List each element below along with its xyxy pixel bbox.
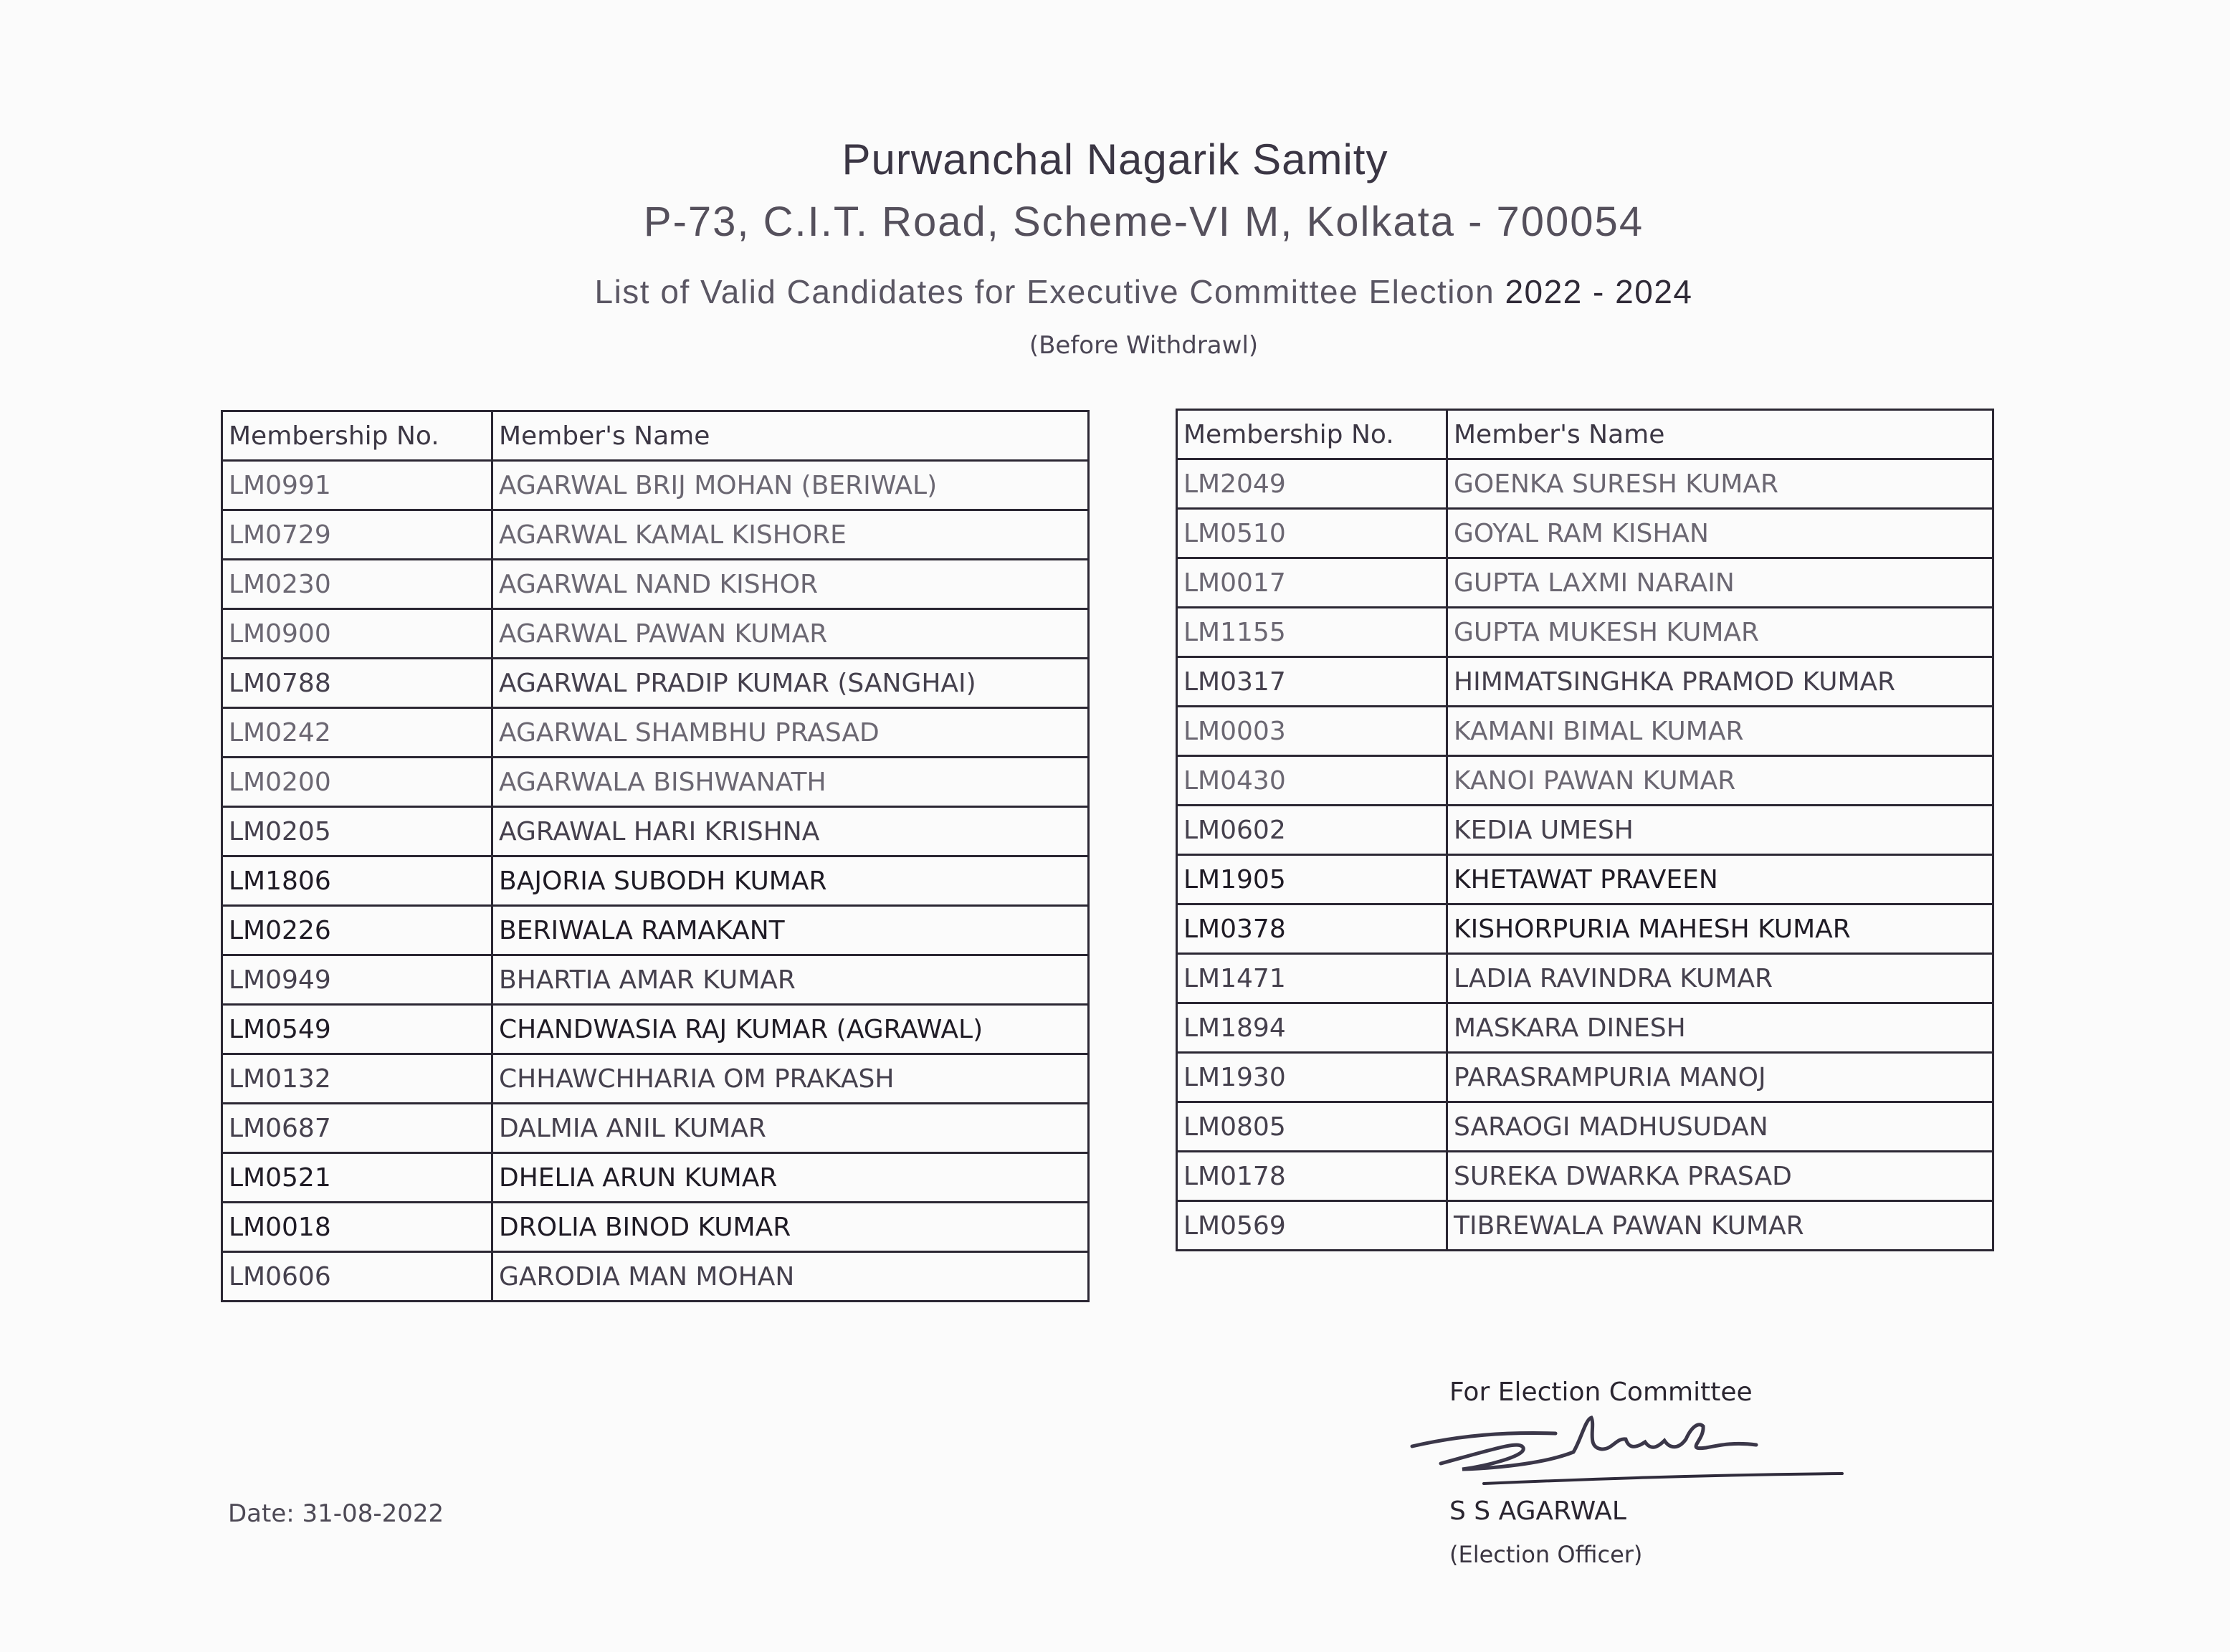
table-row [222,510,1089,560]
member-name-cell: KAMANI BIMAL KUMAR [1447,707,1993,756]
membership-no-cell: LM0805 [1177,1102,1447,1152]
membership-no-cell: LM0242 [222,708,492,758]
document-title-text: List of Valid Candidates for Executive Committee Election [594,273,1505,310]
table-row [222,1203,1089,1252]
membership-no-cell: LM0226 [222,906,492,955]
membership-no-cell: LM0606 [222,1252,492,1302]
table-row [1177,1201,1993,1251]
membership-no-cell: LM0729 [222,510,492,560]
membership-no-cell: LM2049 [1177,459,1447,509]
membership-no-cell: LM0200 [222,758,492,807]
table-header-row [222,411,1089,461]
member-name-cell: AGARWAL KAMAL KISHORE [492,510,1089,560]
membership-no-cell: LM0018 [222,1203,492,1252]
member-name-cell: LADIA RAVINDRA KUMAR [1447,954,1993,1003]
membership-no-cell: LM0569 [1177,1201,1447,1251]
table-row [222,1054,1089,1104]
table-header-row [1177,410,1993,459]
membership-no-cell: LM0549 [222,1005,492,1054]
document-title [29,272,2230,311]
table-row [1177,855,1993,904]
membership-no-cell: LM0017 [1177,558,1447,608]
table-row [222,856,1089,906]
membership-no-cell: LM0178 [1177,1152,1447,1201]
member-name-cell: KANOI PAWAN KUMAR [1447,756,1993,806]
member-name-cell: GOYAL RAM KISHAN [1447,509,1993,558]
member-name-cell: KHETAWAT PRAVEEN [1447,855,1993,904]
signature-icon [1398,1398,1857,1491]
table-row [1177,1003,1993,1053]
member-name-cell: BHARTIA AMAR KUMAR [492,955,1089,1005]
member-name-cell: AGARWAL SHAMBHU PRASAD [492,708,1089,758]
document-date: Date: 31-08-2022 [228,1499,444,1528]
membership-no-cell: LM1806 [222,856,492,906]
membership-no-cell: LM0003 [1177,707,1447,756]
member-name-cell: AGARWAL NAND KISHOR [492,560,1089,609]
member-name-cell: GOENKA SURESH KUMAR [1447,459,1993,509]
member-name-cell: KISHORPURIA MAHESH KUMAR [1447,904,1993,954]
member-name-cell: HIMMATSINGHKA PRAMOD KUMAR [1447,657,1993,707]
membership-no-cell: LM1905 [1177,855,1447,904]
membership-no-header: Membership No. [222,411,492,461]
table-row [222,1005,1089,1054]
membership-no-cell: LM0687 [222,1104,492,1153]
membership-no-cell: LM1155 [1177,608,1447,657]
membership-no-cell: LM1471 [1177,954,1447,1003]
candidates-table-right [1176,409,1994,1251]
member-name-cell: BAJORIA SUBODH KUMAR [492,856,1089,906]
membership-no-cell: LM0521 [222,1153,492,1203]
member-name-cell: CHHAWCHHARIA OM PRAKASH [492,1054,1089,1104]
table-row [1177,558,1993,608]
table-row [1177,954,1993,1003]
member-name-cell: SARAOGI MADHUSUDAN [1447,1102,1993,1152]
table-row [222,906,1089,955]
member-name-cell: AGARWAL PRADIP KUMAR (SANGHAI) [492,659,1089,708]
table-row [222,758,1089,807]
table-row [1177,1152,1993,1201]
table-row [222,1153,1089,1203]
member-name-cell: CHANDWASIA RAJ KUMAR (AGRAWAL) [492,1005,1089,1054]
table-row [1177,608,1993,657]
table-row [222,955,1089,1005]
membership-no-cell: LM0991 [222,461,492,510]
membership-no-cell: LM1930 [1177,1053,1447,1102]
table-row [1177,1102,1993,1152]
table-row [222,461,1089,510]
table-row [1177,756,1993,806]
membership-no-cell: LM0378 [1177,904,1447,954]
membership-no-cell: LM0900 [222,609,492,659]
member-name-cell: GUPTA LAXMI NARAIN [1447,558,1993,608]
member-name-cell: AGARWAL BRIJ MOHAN (BERIWAL) [492,461,1089,510]
member-name-cell: DROLIA BINOD KUMAR [492,1203,1089,1252]
membership-no-cell: LM0230 [222,560,492,609]
membership-no-cell: LM0317 [1177,657,1447,707]
member-name-cell: PARASRAMPURIA MANOJ [1447,1053,1993,1102]
table-row [1177,1053,1993,1102]
table-row [1177,657,1993,707]
org-name: Purwanchal Nagarik Samity [842,135,1388,183]
election-years: 2022 - 2024 [1505,273,1693,310]
member-name-cell: KEDIA UMESH [1447,806,1993,855]
member-name-cell: BERIWALA RAMAKANT [492,906,1089,955]
table-row [222,560,1089,609]
membership-no-cell: LM0205 [222,807,492,856]
member-name-cell: AGARWALA BISHWANATH [492,758,1089,807]
member-name-cell: DHELIA ARUN KUMAR [492,1153,1089,1203]
table-row [222,1104,1089,1153]
election-officer-role: (Election Officer) [1449,1541,1643,1568]
table-row [222,708,1089,758]
table-row [222,1252,1089,1302]
member-name-cell: SUREKA DWARKA PRASAD [1447,1152,1993,1201]
membership-no-cell: LM1894 [1177,1003,1447,1053]
org-address: P-73, C.I.T. Road, Scheme-VI M, Kolkata - 700054 [643,199,1644,245]
member-name-header: Member's Name [492,411,1089,461]
table-row [222,609,1089,659]
candidates-table-left [221,410,1090,1302]
election-officer-name: S S AGARWAL [1449,1496,1626,1526]
table-row [1177,904,1993,954]
member-name-cell: GUPTA MUKESH KUMAR [1447,608,1993,657]
membership-no-cell: LM0602 [1177,806,1447,855]
membership-no-cell: LM0788 [222,659,492,708]
document-subtitle: (Before Withdrawl) [1029,331,1259,360]
table-row [222,807,1089,856]
member-name-cell: TIBREWALA PAWAN KUMAR [1447,1201,1993,1251]
table-row [1177,806,1993,855]
for-election-committee: For Election Committee [1449,1378,1753,1407]
member-name-cell: DALMIA ANIL KUMAR [492,1104,1089,1153]
member-name-cell: GARODIA MAN MOHAN [492,1252,1089,1302]
membership-no-cell: LM0510 [1177,509,1447,558]
table-row [1177,459,1993,509]
member-name-header: Member's Name [1447,410,1993,459]
table-row [1177,707,1993,756]
table-row [1177,509,1993,558]
member-name-cell: MASKARA DINESH [1447,1003,1993,1053]
membership-no-header: Membership No. [1177,410,1447,459]
member-name-cell: AGARWAL PAWAN KUMAR [492,609,1089,659]
membership-no-cell: LM0132 [222,1054,492,1104]
member-name-cell: AGRAWAL HARI KRISHNA [492,807,1089,856]
table-row [222,659,1089,708]
membership-no-cell: LM0430 [1177,756,1447,806]
membership-no-cell: LM0949 [222,955,492,1005]
